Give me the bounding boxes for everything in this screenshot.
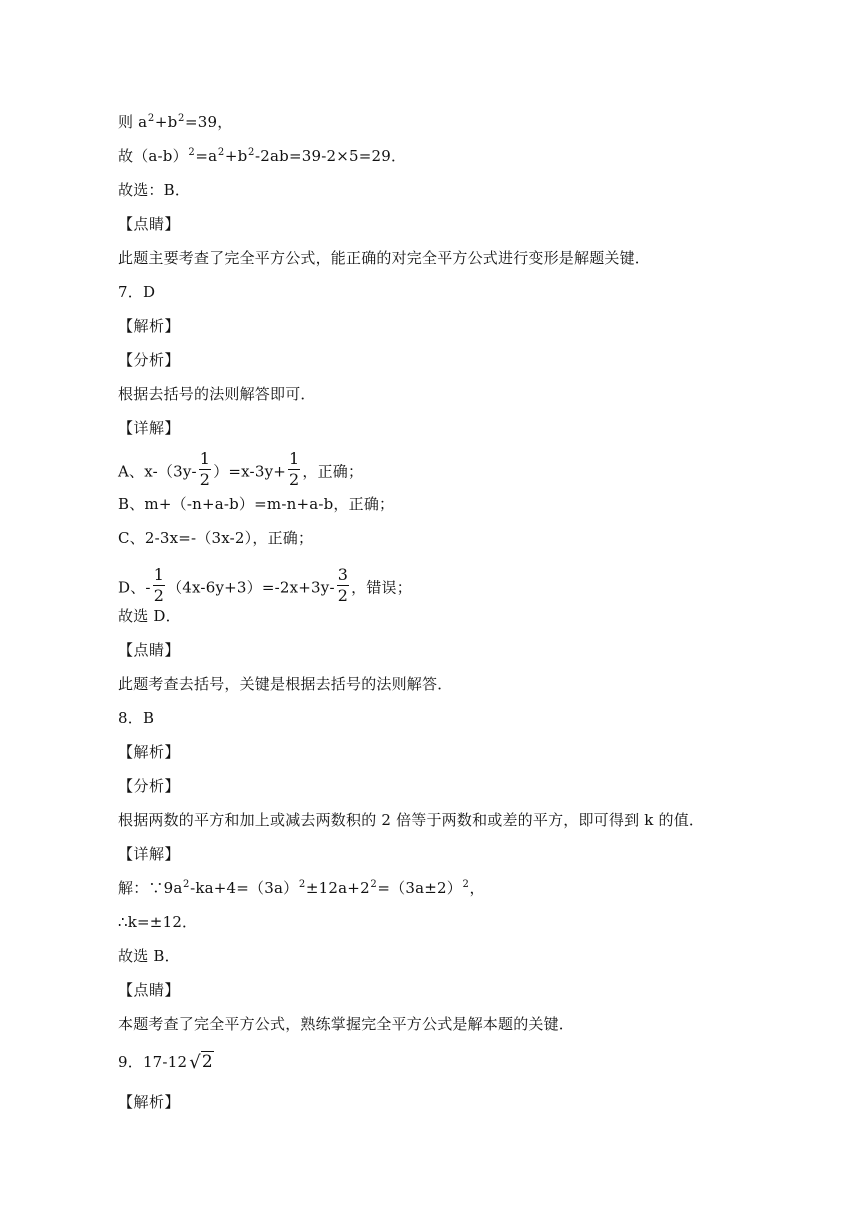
section-heading: 【点睛】: [118, 981, 181, 999]
section-heading: 【解析】: [118, 317, 181, 335]
option-d-line: D、- $\frac{1}{2}$ （4x-6y+3）=-2x+3y- $\frac{3}{2}$ ，错误；: [118, 565, 412, 605]
option-b-line: B、m+（-n+a-b）=m-n+a-b，正确；: [118, 495, 395, 513]
question-number: 9．17-12 √2: [118, 1052, 213, 1073]
section-heading: 【解析】: [118, 1093, 181, 1111]
fraction: $\frac{3}{2}$: [337, 565, 349, 605]
section-heading: 【分析】: [118, 351, 181, 369]
question-number: 7．D: [118, 283, 156, 301]
comment-text: 此题主要考查了完全平方公式，能正确的对完全平方公式进行变形是解题关键．: [118, 249, 651, 267]
section-heading: 【点睛】: [118, 215, 181, 233]
analysis-text: 根据两数的平方和加上或减去两数积的 2 倍等于两数和或差的平方，即可得到 k 的值．: [118, 811, 705, 829]
option-a-line: A、x-（3y- $\frac{1}{2}$ ）=x-3y+ $\frac{1}{2}$ ，正确；: [118, 449, 364, 489]
section-heading: 【详解】: [118, 845, 181, 863]
answer-line: 故选 B．: [118, 947, 180, 965]
answer-line: 故选：B．: [118, 181, 191, 199]
analysis-text: 根据去括号的法则解答即可．: [118, 385, 316, 403]
line-a2b2: 则 $a^2+b^2=39$，: [118, 113, 233, 131]
question-number: 8．B: [118, 709, 155, 727]
comment-text: 此题考查去括号，关键是根据去括号的法则解答．: [118, 675, 453, 693]
section-heading: 【详解】: [118, 419, 181, 437]
fraction: $\frac{1}{2}$: [199, 449, 211, 489]
section-heading: 【点睛】: [118, 641, 181, 659]
option-c-line: C、2-3x=-（3x-2），正确；: [118, 529, 314, 547]
square-root: √2: [189, 1052, 213, 1073]
comment-text: 本题考查了完全平方公式，熟练掌握完全平方公式是解本题的关键．: [118, 1015, 575, 1033]
solution-line: 解：$\because 9a^2-ka+4=(3a)^2\pm 12a+2^2=(3a\pm 2)^2$，: [118, 879, 485, 897]
fraction: $\frac{1}{2}$: [153, 565, 165, 605]
line-a-minus-b-squared: 故$(a-b)^2=a^2+b^2-2ab=39-2\times 5=29$．: [118, 147, 407, 165]
answer-line: 故选 D．: [118, 607, 181, 625]
solution-line: ∴k=±12．: [118, 913, 198, 931]
fraction: $\frac{1}{2}$: [289, 449, 300, 489]
section-heading: 【解析】: [118, 743, 181, 761]
section-heading: 【分析】: [118, 777, 181, 795]
